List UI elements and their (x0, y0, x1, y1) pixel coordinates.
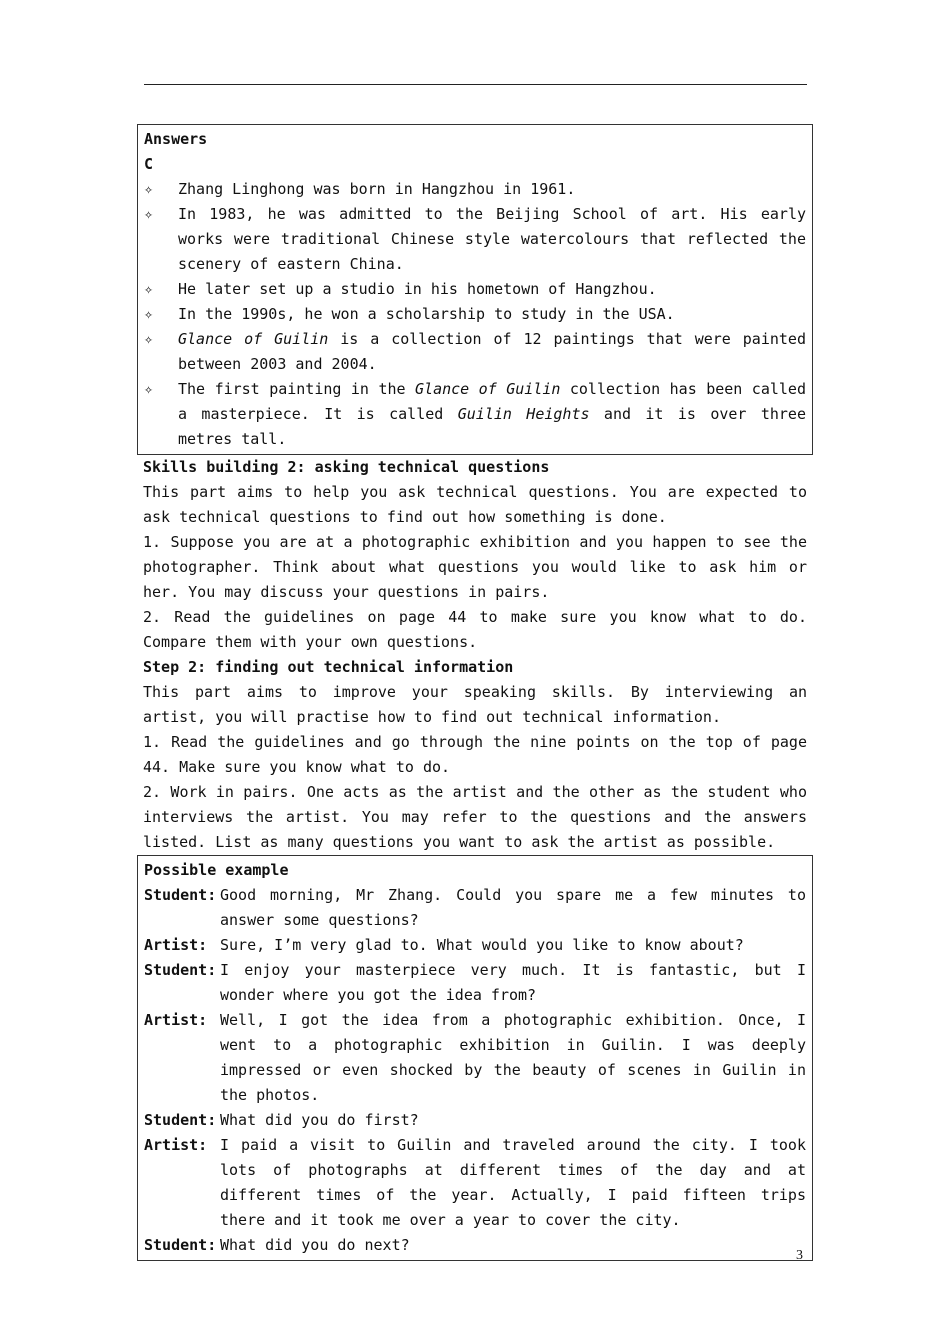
list-item: ✧ In 1983, he was admitted to the Beijing School of art. His early works were traditional Chinese style watercolours that reflected the scenery of eastern China. (144, 202, 806, 277)
speaker-label: Artist: (144, 936, 208, 954)
bullet-icon: ✧ (144, 280, 154, 298)
paragraph: This part aims to improve your speaking skills. By interviewing an artist, you will practise how to find out technical information. (143, 683, 807, 726)
speaker-label: Student: (144, 961, 217, 979)
page-content (137, 124, 813, 1261)
dialogue-line: Student: What did you do next? (144, 1233, 806, 1258)
header-rule (144, 84, 807, 85)
skills-building-2-section (137, 455, 813, 855)
paragraph: 2. Work in pairs. One acts as the artist and the other as the student who interviews the artist. You may refer to the questions and the answers listed. List as many questions you want to ask the artist as possible. (143, 783, 807, 851)
dialogue-line: Student: I enjoy your masterpiece very much. It is fantastic, but I wonder where you got the idea from? (144, 958, 806, 1008)
list-item: ✧ He later set up a studio in his hometown of Hangzhou. (144, 277, 806, 302)
answer-letter: C (144, 155, 154, 173)
speaker-label: Student: (144, 1236, 217, 1254)
dialogue-line: Artist: Sure, I’m very glad to. What would you like to know about? (144, 933, 806, 958)
bullet-icon: ✧ (144, 330, 154, 348)
page-number: 3 (796, 1248, 803, 1263)
example-heading: Possible example (144, 861, 289, 879)
dialogue-line: Student: What did you do first? (144, 1108, 806, 1133)
dialogue-line: Artist: Well, I got the idea from a photographic exhibition. Once, I went to a photographic exhibition in Guilin. I was deeply impressed or even shocked by the beauty of scenes in Guilin in the photos. (144, 1008, 806, 1108)
dialogue-line: Artist: I paid a visit to Guilin and traveled around the city. I took lots of photographs at different times of the day and at different times of the year. Actually, I paid fifteen trips there and it took me over a year to cover the city. (144, 1133, 806, 1233)
answers-box (137, 124, 813, 455)
bullet-icon: ✧ (144, 205, 154, 223)
list-item: ✧ Glance of Guilin is a collection of 12 paintings that were painted between 2003 and 2004. (144, 327, 806, 377)
list-item: ✧ The first painting in the Glance of Guilin collection has been called a masterpiece. It is called Guilin Heights and it is over three metres tall. (144, 377, 806, 452)
bullet-icon: ✧ (144, 380, 154, 398)
dialogue-line: Student: Good morning, Mr Zhang. Could you spare me a few minutes to answer some questions? (144, 883, 806, 933)
speaker-label: Artist: (144, 1011, 208, 1029)
paragraph: 1. Suppose you are at a photographic exhibition and you happen to see the photographer. Think about what questions you would like to ask him or her. You may discuss your questions in pairs. (143, 533, 807, 601)
paragraph: This part aims to help you ask technical questions. You are expected to ask technical questions to find out how something is done. (143, 483, 807, 526)
paragraph: 2. Read the guidelines on page 44 to make sure you know what to do. Compare them with your own questions. (143, 608, 807, 651)
list-item: ✧ Zhang Linghong was born in Hangzhou in 1961. (144, 177, 806, 202)
speaker-label: Student: (144, 886, 217, 904)
bullet-icon: ✧ (144, 180, 154, 198)
section-heading: Skills building 2: asking technical questions (143, 458, 550, 476)
section-heading: Step 2: finding out technical information (143, 658, 514, 676)
answers-heading: Answers (144, 130, 208, 148)
speaker-label: Student: (144, 1111, 217, 1129)
speaker-label: Artist: (144, 1136, 208, 1154)
paragraph: 1. Read the guidelines and go through the nine points on the top of page 44. Make sure you know what to do. (143, 733, 807, 776)
example-box (137, 855, 813, 1261)
list-item: ✧ In the 1990s, he won a scholarship to study in the USA. (144, 302, 806, 327)
bullet-icon: ✧ (144, 305, 154, 323)
